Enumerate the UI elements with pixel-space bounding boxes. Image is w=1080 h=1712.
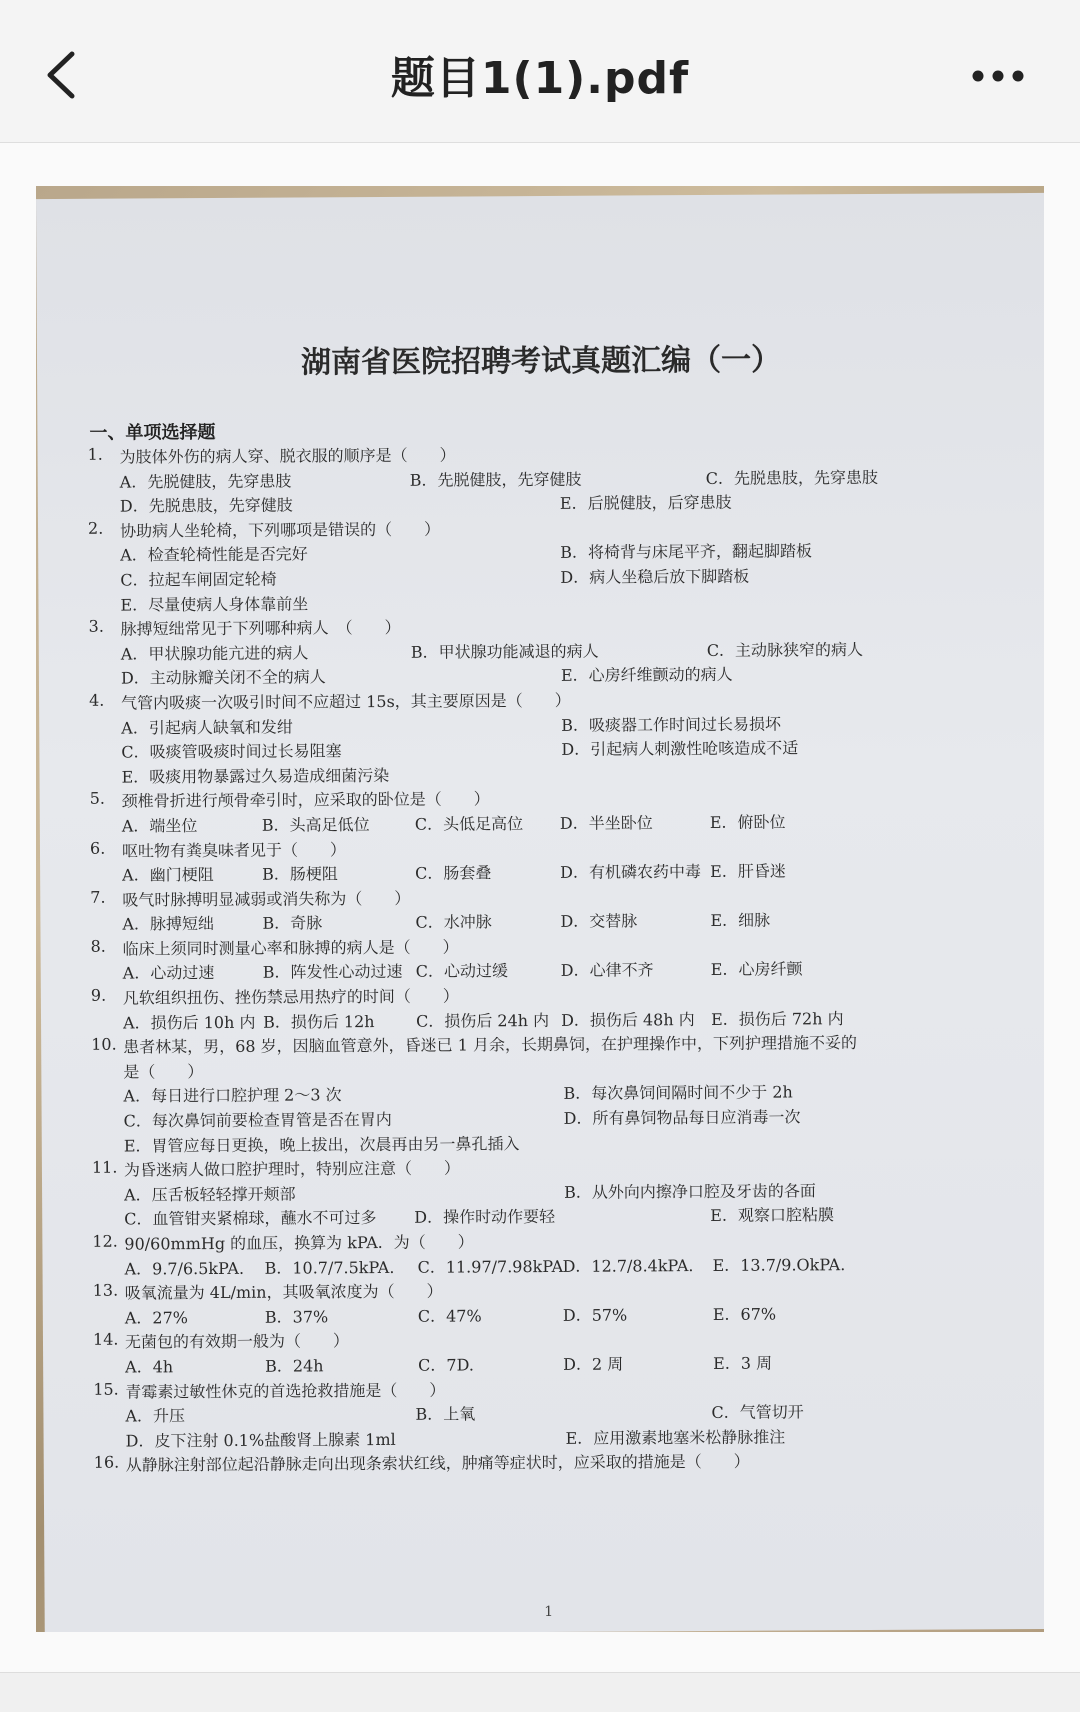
question-list <box>88 439 994 1477</box>
answer-option: C．气管切开 <box>711 1402 804 1423</box>
answer-option: C．心动过缓 <box>415 961 509 982</box>
answer-option: E．细脉 <box>710 910 771 931</box>
answer-option: C．每次鼻饲前要检查胃管是否在胃内 <box>123 1109 392 1131</box>
answer-option: A．27% <box>124 1307 189 1328</box>
question-text: 脉搏短绌常见于下列哪种病人 （ ） <box>120 618 401 639</box>
answer-option: B．每次鼻饲间隔时间不少于 2h <box>563 1082 793 1104</box>
answer-option: D．损伤后 48h 内 <box>560 1009 695 1030</box>
document-title: 题目1(1).pdf <box>390 53 690 104</box>
answer-option: B．损伤后 12h <box>262 1011 375 1032</box>
answer-option: A．4h <box>125 1357 174 1377</box>
answer-option: D．所有鼻饲物品每日应消毒一次 <box>563 1107 801 1128</box>
question-number: 7. <box>90 887 106 907</box>
page-number: 1 <box>544 1603 554 1621</box>
question-line <box>94 1448 994 1478</box>
answer-option: E．胃管应每日更换，晚上拔出，次晨再由另一鼻孔插入 <box>123 1133 520 1156</box>
answer-option: D．皮下注射 0.1%盐酸肾上腺素 1ml <box>125 1429 396 1451</box>
answer-option: C．主动脉狭窄的病人 <box>706 639 864 660</box>
paper-sheet <box>36 193 1044 1632</box>
question-text: 从静脉注射部位起沿静脉走向出现条索状红线，肿痛等症状时，应采取的措施是（ ） <box>125 1452 750 1475</box>
answer-option: C．拉起车闸固定轮椅 <box>120 569 277 590</box>
answer-option: A．先脱健肢，先穿患肢 <box>119 471 292 492</box>
answer-option: E．肝昏迷 <box>710 861 786 882</box>
question-text: 吸氧流量为 4L/min，其吸氧浓度为（ ） <box>124 1281 443 1303</box>
question-number: 5. <box>89 788 105 809</box>
answer-option: A．升压 <box>125 1406 186 1426</box>
question-number: 15. <box>93 1379 119 1399</box>
question-text: 凡软组织扭伤、挫伤禁忌用热疗的时间（ ） <box>122 986 459 1008</box>
answer-option: C．47% <box>417 1306 482 1326</box>
question-number: 10. <box>91 1034 117 1055</box>
question-number: 9. <box>90 985 107 1005</box>
answer-option: B．上氧 <box>415 1404 476 1424</box>
answer-option: D．病人坐稳后放下脚踏板 <box>560 566 750 587</box>
answer-option: C．吸痰管吸痰时间过长易阻塞 <box>121 741 342 762</box>
question-number: 13. <box>92 1280 119 1300</box>
answer-option: D．引起病人刺激性呛咳造成不适 <box>561 738 799 760</box>
answer-option: A．引起病人缺氧和发绀 <box>121 717 293 738</box>
answer-option: E．67% <box>712 1304 777 1324</box>
answer-option: C．11.97/7.98kPA <box>417 1256 564 1277</box>
question-text: 是（ ） <box>123 1061 204 1082</box>
answer-option: B．阵发性心动过速 <box>262 962 403 983</box>
answer-option: D．12.7/8.4kPA. <box>562 1255 694 1276</box>
answer-option: D．半坐卧位 <box>559 813 653 833</box>
answer-option: A．心动过速 <box>122 963 215 984</box>
question-text: 协助病人坐轮椅，下列哪项是错误的（ ） <box>119 519 441 541</box>
question-text: 呕吐物有粪臭味者见于（ ） <box>121 839 347 861</box>
question-text: 气管内吸痰一次吸引时间不应超过 15s，其主要原因是（ ） <box>121 690 571 713</box>
question-text: 90/60mmHg 的血压，换算为 kPA．为（ ） <box>124 1232 474 1254</box>
answer-option: C．水冲脉 <box>415 912 492 933</box>
answer-option: C．肠套叠 <box>415 863 492 883</box>
answer-option: D．操作时动作要轻 <box>414 1207 556 1228</box>
answer-option: E．后脱健肢，后穿患肢 <box>559 493 732 514</box>
answer-option: A．检查轮椅性能是否完好 <box>120 544 308 565</box>
answer-option: E．俯卧位 <box>709 812 786 832</box>
question-text: 为肢体外伤的病人穿、脱衣服的顺序是（ ） <box>119 445 456 467</box>
more-options-button[interactable] <box>958 56 1038 96</box>
question-number: 2. <box>87 518 104 538</box>
question-text: 临床上须同时测量心率和脉搏的病人是（ ） <box>122 937 459 959</box>
answer-option: D．先脱患肢，先穿健肢 <box>119 495 293 516</box>
app-header <box>0 0 1080 143</box>
answer-option: A．压舌板轻轻撑开颊部 <box>124 1184 296 1205</box>
answer-option: B．10.7/7.5kPA. <box>264 1257 395 1278</box>
question-number: 6. <box>89 838 106 858</box>
answer-option: D．有机磷农药中毒 <box>560 862 702 882</box>
answer-option: E．心房纤维颤动的病人 <box>560 665 733 686</box>
back-button[interactable] <box>36 40 96 110</box>
answer-option: D．心律不齐 <box>560 960 654 981</box>
answer-option: C．损伤后 24h 内 <box>415 1010 550 1031</box>
answer-option: C．血管钳夹紧棉球，蘸水不可过多 <box>124 1208 377 1229</box>
answer-option: E．心房纤颤 <box>710 959 803 980</box>
answer-option: B．吸痰器工作时间过长易损坏 <box>561 714 782 735</box>
question-text: 患者林某，男，68 岁，因脑血管意外，昏迷已 1 月余，长期鼻饲，在护理操作中，下列护理措施不妥的 <box>123 1033 858 1057</box>
answer-option: C．头低足高位 <box>414 814 524 834</box>
answer-option: A．9.7/6.5kPA. <box>124 1258 245 1279</box>
answer-option: B．甲状腺功能减退的病人 <box>410 641 599 662</box>
answer-option: B．37% <box>264 1307 329 1327</box>
answer-option: A．脉搏短绌 <box>122 914 215 934</box>
answer-option: A．损伤后 10h 内 <box>122 1012 256 1033</box>
section-heading: 一、单项选择题 <box>89 421 216 444</box>
answer-option: E．损伤后 72h 内 <box>710 1008 844 1029</box>
answer-option: C．先脱患肢，先穿患肢 <box>705 467 879 488</box>
answer-option: E．观察口腔粘膜 <box>710 1205 834 1226</box>
question-number: 11. <box>91 1157 118 1177</box>
answer-option: B．先脱健肢，先穿健肢 <box>409 469 582 490</box>
answer-option: D．2 周 <box>563 1354 624 1374</box>
question-text: 为昏迷病人做口腔护理时，特别应注意（ ） <box>123 1158 461 1180</box>
answer-option: B．头高足低位 <box>261 814 370 835</box>
answer-option: A．每日进行口腔护理 2～3 次 <box>123 1085 342 1106</box>
answer-option: D．57% <box>562 1305 628 1325</box>
question-number: 16. <box>93 1452 120 1473</box>
question-text: 吸气时脉搏明显减弱或消失称为（ ） <box>122 888 411 910</box>
answer-option: E．吸痰用物暴露过久易造成细菌污染 <box>121 765 390 787</box>
answer-option: E．3 周 <box>713 1353 773 1373</box>
chevron-left-icon <box>36 40 96 110</box>
question-text: 无菌包的有效期一般为（ ） <box>124 1331 350 1352</box>
answer-option: B．从外向内擦净口腔及牙齿的各面 <box>564 1181 816 1202</box>
answer-option: E．13.7/9.OkPA. <box>712 1254 846 1275</box>
answer-option: A．端坐位 <box>121 816 198 836</box>
bottom-bar <box>0 1672 1080 1712</box>
question-number: 4. <box>89 690 105 710</box>
answer-option: A．甲状腺功能亢进的病人 <box>120 643 309 664</box>
answer-option: D．交替脉 <box>560 911 638 932</box>
more-horizontal-icon <box>958 56 1038 96</box>
question-number: 3. <box>88 616 104 636</box>
question-text: 青霉素过敏性休克的首选抢救措施是（ ） <box>125 1380 446 1402</box>
answer-option: C．7D. <box>418 1355 474 1375</box>
answer-option: B．将椅背与床尾平齐，翻起脚踏板 <box>560 541 812 563</box>
question-number: 8. <box>90 936 106 956</box>
answer-option: E．应用激素地塞米松静脉推注 <box>565 1427 786 1448</box>
answer-option: D．主动脉瓣关闭不全的病人 <box>120 667 326 688</box>
question-number: 14. <box>92 1329 119 1350</box>
answer-option: B．24h <box>265 1356 324 1376</box>
answer-option: B．奇脉 <box>262 913 323 933</box>
answer-option: E．尽量使病人身体靠前坐 <box>120 593 309 615</box>
answer-option: B．肠梗阻 <box>262 864 338 884</box>
question-number: 12. <box>92 1231 118 1251</box>
exam-title: 湖南省医院招聘考试真题汇编（一） <box>300 342 782 381</box>
answer-option: A．幽门梗阻 <box>122 865 214 885</box>
pdf-page-image <box>36 186 1044 1632</box>
question-text: 颈椎骨折进行颅骨牵引时，应采取的卧位是（ ） <box>121 789 490 811</box>
question-number: 1. <box>87 444 103 464</box>
